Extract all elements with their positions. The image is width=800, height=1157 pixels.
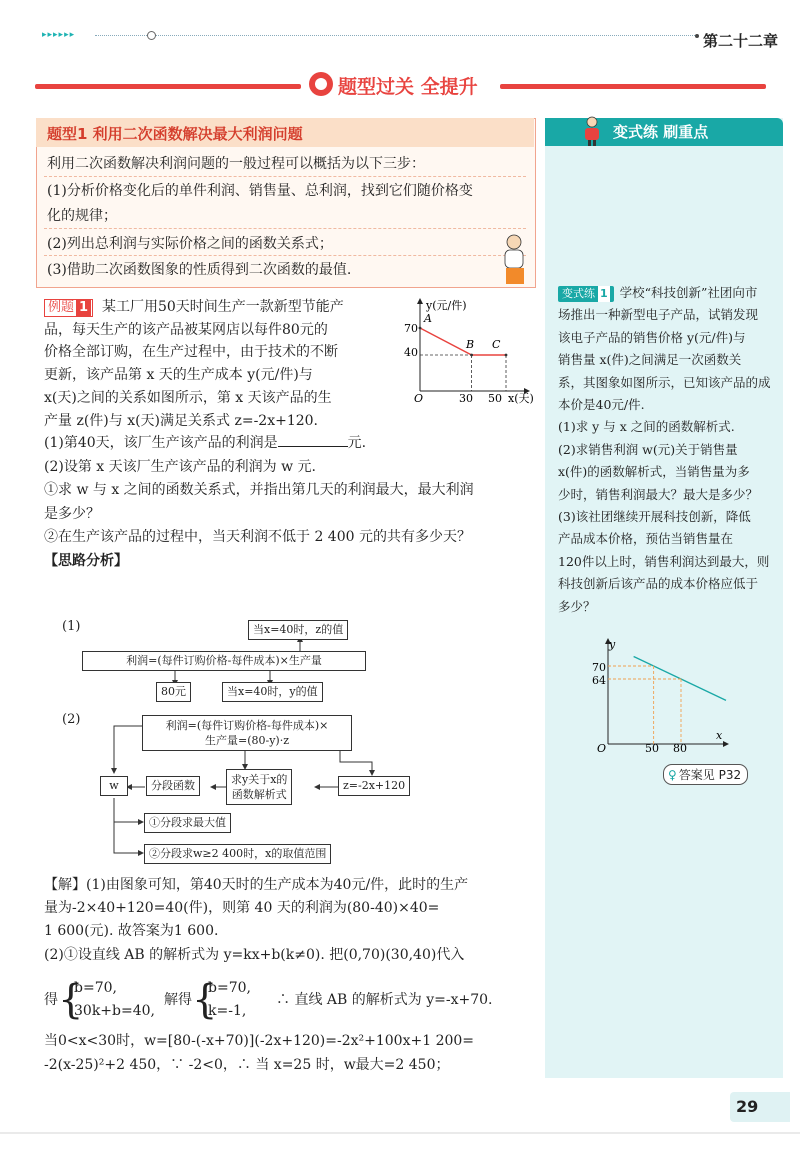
- variant-badge: 变式练 1: [558, 286, 614, 302]
- bottom-rule: [0, 1132, 800, 1134]
- type-divider: [44, 255, 526, 256]
- banner-badge-icon: [309, 72, 333, 96]
- answer-blank[interactable]: [278, 432, 348, 447]
- flow1-right-box: 当x=40时，y的值: [222, 682, 323, 702]
- analysis-title: 【思路分析】: [44, 552, 128, 569]
- type-line-4: (2)列出总利润与实际价格之间的函数关系式；: [47, 236, 333, 252]
- flow2-step1-box: ①分段求最大值: [144, 813, 231, 833]
- solution-part2: 当0<x<30时，w=[80-(-x+70)](-2x+120)=-2x²+100x+1 200= -2(x-25)²+2 450，∵ -2<0，∴ 当 x=25 时，w最大=2 450；: [44, 1033, 475, 1073]
- banner-title: 题型过关 全提升: [338, 76, 478, 98]
- banner-left-rule: [35, 84, 301, 89]
- x-tick-label: 50: [488, 392, 502, 405]
- runner-mascot-icon: [580, 116, 604, 146]
- banner-right-rule: [500, 84, 766, 89]
- solution-part1: 【解】(1)由图象可知，第40天时的生产成本为40元/件，此时的生产 量为-2×40+120=40(件)，则第 40 天的利润为(80-40)×40= 1 600(元). 故答案为1 600. (2)①设直线 AB 的解析式为 y=kx+b(k≠0). 把(0,70)(30,40)代入: [44, 877, 469, 963]
- x-axis-label: x(天): [508, 392, 534, 405]
- example-text: 例题 1 某工厂用50天时间生产一款新型节能产 品，每天生产的该产品被某网店以每件80元的 价格全部订购，在生产过程中，由于技术的不断 更新，该产品第 x 天的生产成本 y(元/件)与 x(天)之间的关系如图所示，第 x 天该产品的生 产量 z(件)与 x(天)满足关系式 z=-2x+120.: [44, 299, 344, 429]
- sidebar-problem: 变式练 1 学校“科技创新”社团向市 场推出一种新型电子产品，试销发现 该电子产品的销售价格 y(元/件)与 销售量 x(件)之间满足一次函数关 系，其图象如图所示，已知该产品的成 本价是40元/件. (1)求 y 与 x 之间的函数解析式. (2)求销售利润 w(元)关于销售量 x(件)的函数解析式，当销售量为多 少时，销售利润最大？最大是多少？ (3)该社团继续开展科技创新，降低 产品成本价格，预估当销售量在 120件以上时，销售利润达到最大，则 科技创新后该产品的成本价格应低于 多少？: [558, 285, 771, 614]
- flow2-piecewise-box: 分段函数: [146, 776, 200, 796]
- data-point: [470, 354, 473, 357]
- flow1-top-box: 当x=40时，z的值: [248, 620, 348, 640]
- flow1-left-box: 80元: [156, 682, 191, 702]
- origin-label: O: [597, 742, 607, 754]
- x-tick-label: 30: [459, 392, 473, 405]
- flow2-top-box: 利润=(每件订购价格-每件成本)× 生产量=(80-y)·z: [142, 715, 352, 751]
- point-label-b: B: [466, 338, 475, 351]
- example-questions: (1)第40天，该厂生产该产品的利润是 元. (2)设第 x 天该厂生产该产品的利润为 w 元. ①求 w 与 x 之间的函数关系式，并指出第几天的利润最大，最大利润 是多少？ ②在生产该产品的过程中，当天利润不低于 2 400 元的共有多少天？ 【思路分析】: [44, 432, 538, 573]
- price-line: [634, 657, 726, 701]
- y-axis-label: y: [609, 638, 616, 651]
- y-tick-label: 70: [404, 322, 418, 335]
- type-line-1: 利用二次函数解决利润问题的一般过程可以概括为以下三步：: [47, 156, 425, 172]
- y-axis-arrow-icon: [417, 298, 423, 304]
- y-tick-label: 40: [404, 346, 418, 359]
- y-tick-label: 64: [592, 674, 606, 687]
- type-line-2: (1)分析价格变化后的单件利润、销售量、总利润，找到它们随价格变: [47, 183, 473, 199]
- sidebar-chart: [585, 636, 730, 754]
- x-tick-label: 80: [673, 742, 687, 754]
- flow1-label: (1): [62, 619, 81, 634]
- type-divider: [44, 176, 526, 177]
- type-line-5: (3)借助二次函数图象的性质得到二次函数的最值.: [47, 262, 352, 278]
- solution-system: 得 { b=70, 30k+b=40, 解得 { b=70, k=-1, ∴ 直线 AB 的解析式为 y=-x+70.: [44, 977, 493, 1023]
- x-axis-label: x: [716, 729, 723, 742]
- flow2-label: (2): [62, 712, 81, 727]
- thinking-mascot-icon: [500, 230, 530, 286]
- x-tick-label: 50: [645, 742, 659, 754]
- flow2-find-box: 求y关于x的 函数解析式: [226, 769, 292, 805]
- y-axis-label: y(元/件): [426, 299, 467, 312]
- type-title: 题型1 利用二次函数解决最大利润问题: [47, 125, 303, 143]
- sidebar-title: 变式练 刷重点: [613, 123, 709, 141]
- y-tick-label: 70: [592, 661, 606, 674]
- answer-reference: ♀ 答案见 P32: [663, 764, 748, 785]
- flow2-z-box: z=-2x+120: [338, 776, 410, 796]
- example-chart: [396, 296, 536, 408]
- type-divider: [44, 228, 526, 229]
- key-icon: ♀: [668, 768, 677, 782]
- example-badge: 例题 1: [44, 299, 93, 317]
- header-circle-icon: [147, 31, 156, 40]
- point-label-c: C: [492, 338, 501, 351]
- origin-label: O: [414, 392, 424, 405]
- page-number: 29: [736, 1097, 759, 1116]
- type-line-3: 化的规律；: [47, 208, 117, 224]
- data-point: [419, 327, 422, 330]
- data-point: [505, 354, 508, 357]
- header-rule: [95, 35, 695, 36]
- header-arrows: ▸▸▸▸▸▸: [42, 30, 76, 40]
- flow1-main-box: 利润=(每件订购价格-每件成本)×生产量: [82, 651, 366, 671]
- chapter-dot-icon: [695, 34, 699, 38]
- x-axis-arrow-icon: [723, 741, 729, 747]
- point-label-a: A: [424, 312, 432, 325]
- flow2-step2-box: ②分段求w≥2 400时，x的取值范围: [144, 844, 331, 864]
- flow2-w-box: w: [100, 776, 128, 796]
- chapter-title: 第二十二章: [703, 32, 779, 50]
